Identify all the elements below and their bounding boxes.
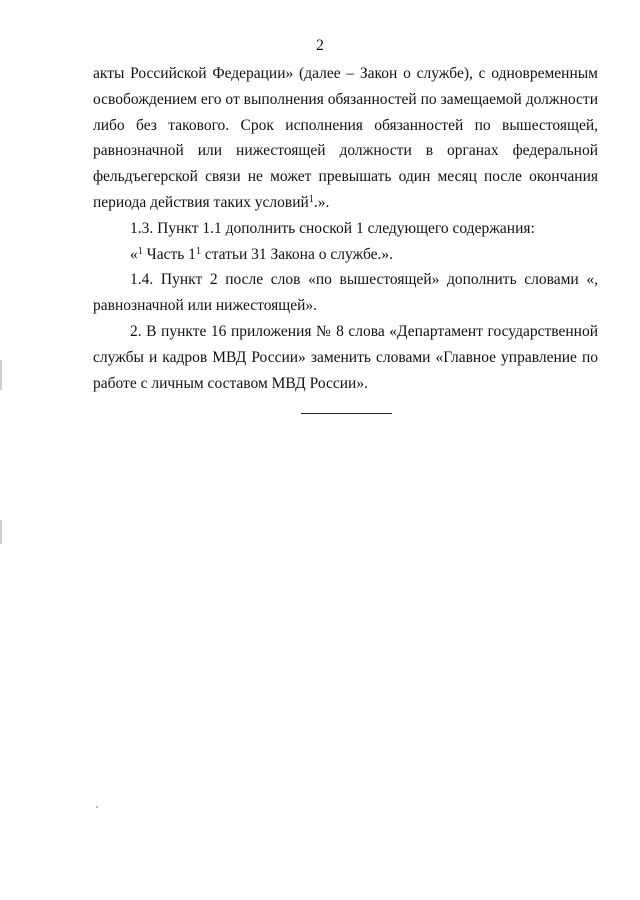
scan-edge-mark <box>0 520 2 544</box>
paragraph-item-1-3: 1.3. Пункт 1.1 дополнить сноской 1 следующего содержания: <box>130 219 535 237</box>
paragraph-text: « <box>130 245 138 263</box>
paragraph-text: .». <box>313 193 330 211</box>
paragraph-footnote-text <box>93 242 598 268</box>
paragraph-text: статьи 31 Закона о службе.». <box>200 245 394 263</box>
footnote-marker: 1 <box>137 245 143 257</box>
paragraph-text: акты Российской Федерации» (далее – Закон о службе), с одновременным освобождением его от выполнения обязанностей по замещаемой должности либо без такового. Срок исполнения обязанностей по вышестоящей, равнозначной или нижестоящей должности в органах федеральной фельдъегерской связи не может превышать один месяц после окончания периода действия таких условий <box>93 65 598 211</box>
paragraph-text: Часть 1 <box>142 245 196 263</box>
scan-edge-mark <box>0 360 2 390</box>
paragraph-item-2: 2. В пункте 16 приложения № 8 слова «Департамент государственной службы и кадров МВД России» заменить словами «Главное управление по работе с личным составом МВД России». <box>93 322 598 392</box>
document-body <box>93 61 598 396</box>
closing-rule <box>301 413 392 414</box>
part-superscript: 1 <box>195 245 201 257</box>
footnote-marker: 1 <box>308 193 314 205</box>
paragraph-item-1-4: 1.4. Пункт 2 после слов «по вышестоящей» дополнить словами «, равнозначной или нижестоящей». <box>93 271 598 315</box>
page-number: 2 <box>316 37 324 54</box>
scan-speck <box>96 806 98 808</box>
paragraph-continuation <box>93 61 598 216</box>
